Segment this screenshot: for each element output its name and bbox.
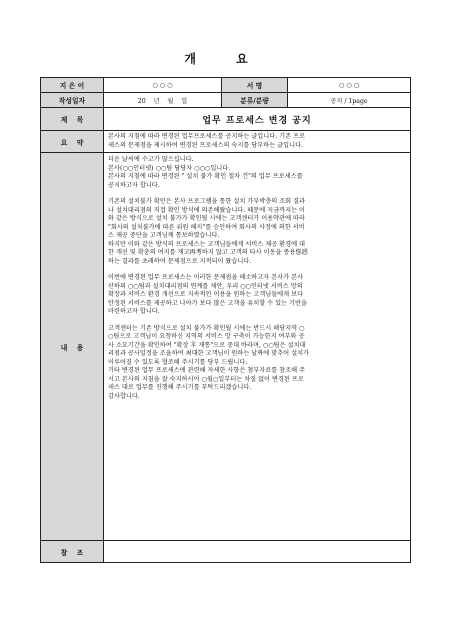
overview-table	[40, 77, 411, 563]
summary-line: 본사의 지침에 따라 변경된 업무프로세스를 공지하는 글입니다. 기존 프로	[108, 133, 306, 140]
paragraph-4	[108, 325, 406, 402]
body-line: 기존의 설치불가 확인은 본사 프로그램을 통한 설치 가부박층의 조회 결과	[108, 198, 306, 205]
body-line: 한 개선 및 확충의 여지를 재고再考하지 않고 고객의 타사 이동을 종용慫慂	[108, 249, 308, 256]
body-line: 하는 결과를 초래하여 문제점으로 지적되어 왔습니다.	[108, 257, 252, 265]
content-body	[104, 153, 411, 541]
body-line: 고객센터는 기존 방식으로 설치 불가가 확인될 시에는 반드시 해당지역 ○	[108, 324, 305, 332]
body-line: 확장과 서비스 환경 개선으로 지속적인 이용을 원하는 고객님들에게 보다	[108, 291, 304, 298]
paragraph-3	[108, 274, 406, 317]
subject-label: 제 목	[41, 108, 104, 131]
signature-value: ○ ○ ○	[288, 78, 411, 93]
summary-label: 요 약	[41, 131, 104, 153]
body-line: ○팀으로 고객님이 요청하신 지역의 서비스 망 구축이 가능한지 여부와 공	[108, 333, 305, 340]
body-line: 감사합니다.	[108, 392, 140, 400]
date-label: 작성일자	[41, 93, 104, 108]
body-line: 나 설치대리점의 직접 확인 방식에 의존해왔습니다. 때문에 지금까지는 이	[108, 206, 306, 214]
summary-text	[104, 131, 411, 153]
reference-label: 참 조	[41, 541, 104, 563]
author-value: ○ ○ ○	[104, 78, 222, 93]
body-line: 스 제공 중단을 고객님께 통보하였습니다.	[108, 232, 220, 239]
body-line: "회사의 설치불가에 따른 위원 해지"를 승인하여 회사의 사정에 의한 서비	[108, 223, 305, 231]
paragraph-1	[108, 156, 406, 190]
category-value: 공지 / 1page	[288, 93, 411, 108]
category-label: 분류/분량	[222, 93, 288, 108]
date-value: 20 년 월 일	[104, 93, 222, 108]
summary-line: 세스의 문제점을 제시하여 변경된 프로세스의 숙지를 당부하는 글입니다.	[108, 141, 304, 149]
body-line: 하지만 이와 같은 방식의 프로세스는 고객님들에게 서비스 제공 환경에 대	[108, 240, 306, 248]
page-title: 개 요	[184, 52, 266, 66]
reference-value	[104, 541, 411, 563]
body-line: 더운 날씨에 수고가 많으십니다.	[108, 156, 194, 163]
body-line: 이번에 변경된 업무 프로세스는 이러한 문제점을 해소하고자 본사가 본사	[108, 274, 304, 281]
body-line: 산하의 ○○팀과 설치대리점의 연계를 제안, 우리 ○○인터넷 서비스 망의	[108, 282, 303, 290]
body-line: 본사(○○인터넷) ○○팀 담당자 ○○○입니다.	[108, 164, 231, 172]
body-line: 본사의 지침에 따라 변경된 " 설치 불가 확인 절차 건"의 업무 프로세스를	[108, 173, 303, 180]
paragraph-2	[108, 198, 406, 266]
signature-label: 서 명	[222, 78, 288, 93]
body-line: 리점과 공사일정을 조율하여 최대한 고객님이 원하는 날짜에 맞추어 설치가	[108, 350, 310, 357]
body-line: 공지하고자 합니다.	[108, 181, 160, 189]
body-line: 이루어질 수 있도록 협조해 주시기를 당부 드립니다.	[108, 358, 248, 366]
content-label: 내 용	[41, 153, 104, 541]
body-line: 와 같은 방식으로 설치 불가가 확인될 시에는 고객센터가 이용약관에 따라	[108, 215, 306, 222]
author-label: 지 은 이	[41, 78, 104, 93]
body-line: 안정된 서비스를 제공하고 나아가 보다 많은 고객을 유치할 수 있는 기반을	[108, 299, 307, 307]
body-line: 시고 본사의 지침을 잘 숙지하시어 ○월○일부터는 차질 없이 변경된 프로	[108, 375, 304, 383]
body-line: 사 소요기간을 확인하여 "확장 후 재통"으로 중대 바라며, ○○팀은 설치대	[108, 341, 306, 349]
subject-value: 업무 프로세스 변경 공지	[104, 108, 411, 131]
body-line: 마련하고자 합니다.	[108, 308, 160, 315]
body-line: 세스 대로 업무를 진행해 주시기를 부탁드리겠습니다.	[108, 384, 252, 391]
body-line: 기타 변경된 업무 프로세스에 관련해 자세한 사항은 첨부자료를 참조해 주	[108, 367, 306, 374]
